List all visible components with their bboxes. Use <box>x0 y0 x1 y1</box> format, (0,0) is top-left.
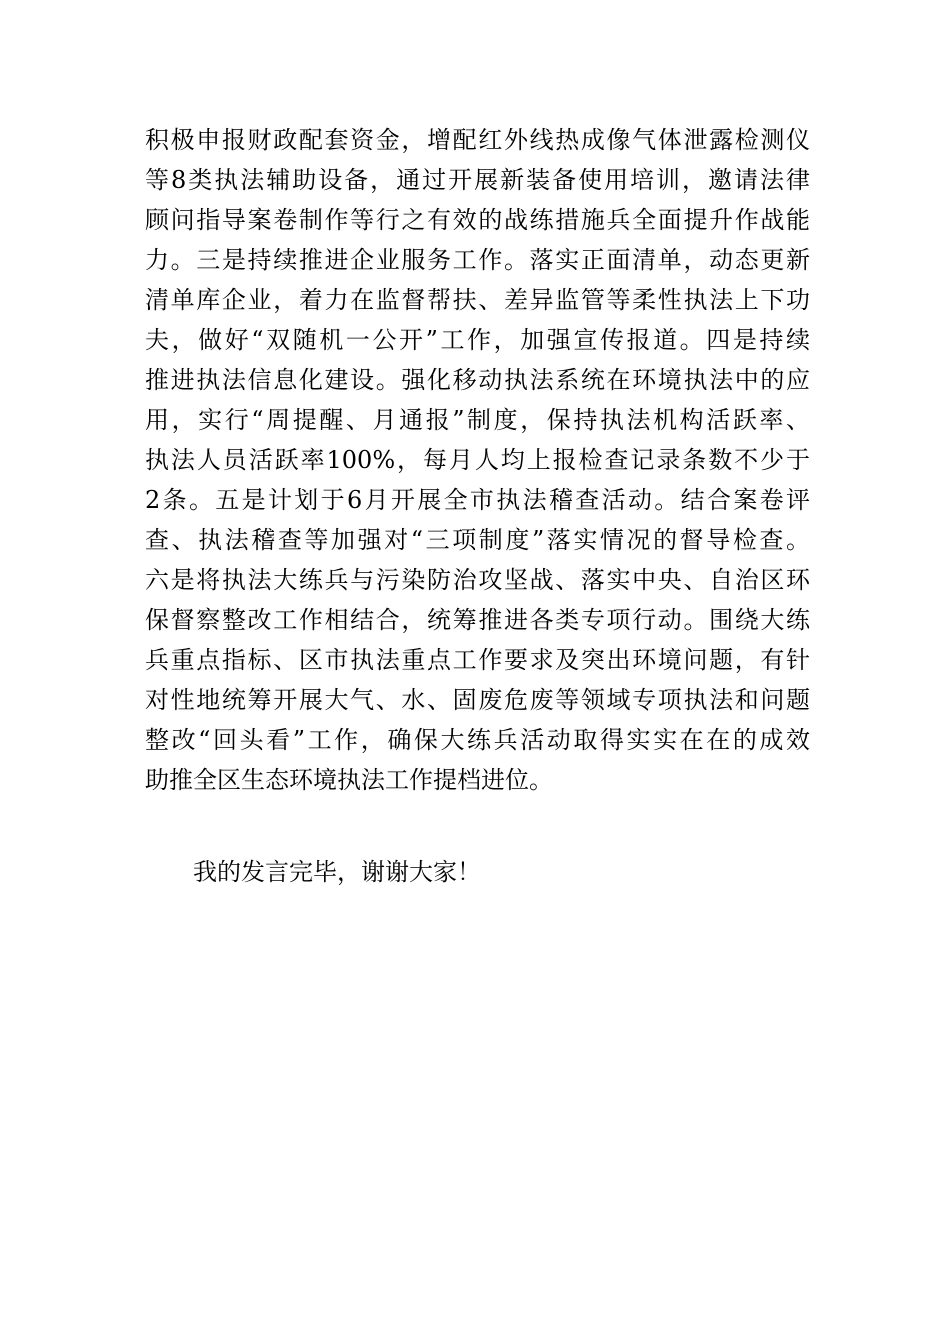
paragraph-line: 对性地统筹开展大气、水、固废危废等领域专项执法和问题 <box>145 686 810 714</box>
paragraph-line: 助推全区生态环境执法工作提档进位。 <box>145 766 553 794</box>
paragraph-line: 保督察整改工作相结合，统筹推进各类专项行动。围绕大练 <box>145 606 810 634</box>
paragraph-line: 整改“回头看”工作，确保大练兵活动取得实实在在的成效 <box>145 726 810 754</box>
paragraph-line: 顾问指导案卷制作等行之有效的战练措施兵全面提升作战能 <box>145 206 810 234</box>
closing-remark: 我的发言完毕，谢谢大家！ <box>193 858 481 886</box>
paragraph-line: 夫，做好“双随机一公开”工作，加强宣传报道。四是持续 <box>145 326 810 354</box>
body-paragraph <box>145 120 810 800</box>
paragraph-line: 2条。五是计划于6月开展全市执法稽查活动。结合案卷评 <box>145 486 810 514</box>
paragraph-line: 用，实行“周提醒、月通报”制度，保持执法机构活跃率、 <box>145 406 810 434</box>
paragraph-line: 等8类执法辅助设备，通过开展新装备使用培训，邀请法律 <box>145 166 810 194</box>
paragraph-line: 查、执法稽查等加强对“三项制度”落实情况的督导检查。 <box>145 526 810 554</box>
paragraph-line: 六是将执法大练兵与污染防治攻坚战、落实中央、自治区环 <box>145 566 810 594</box>
paragraph-line: 兵重点指标、区市执法重点工作要求及突出环境问题，有针 <box>145 646 810 674</box>
paragraph-line: 力。三是持续推进企业服务工作。落实正面清单，动态更新 <box>145 246 810 274</box>
paragraph-line: 执法人员活跃率100%，每月人均上报检查记录条数不少于 <box>145 446 810 474</box>
paragraph-line: 推进执法信息化建设。强化移动执法系统在环境执法中的应 <box>145 366 810 394</box>
paragraph-line: 清单库企业，着力在监督帮扶、差异监管等柔性执法上下功 <box>145 286 810 314</box>
paragraph-line: 积极申报财政配套资金，增配红外线热成像气体泄露检测仪 <box>145 126 810 154</box>
